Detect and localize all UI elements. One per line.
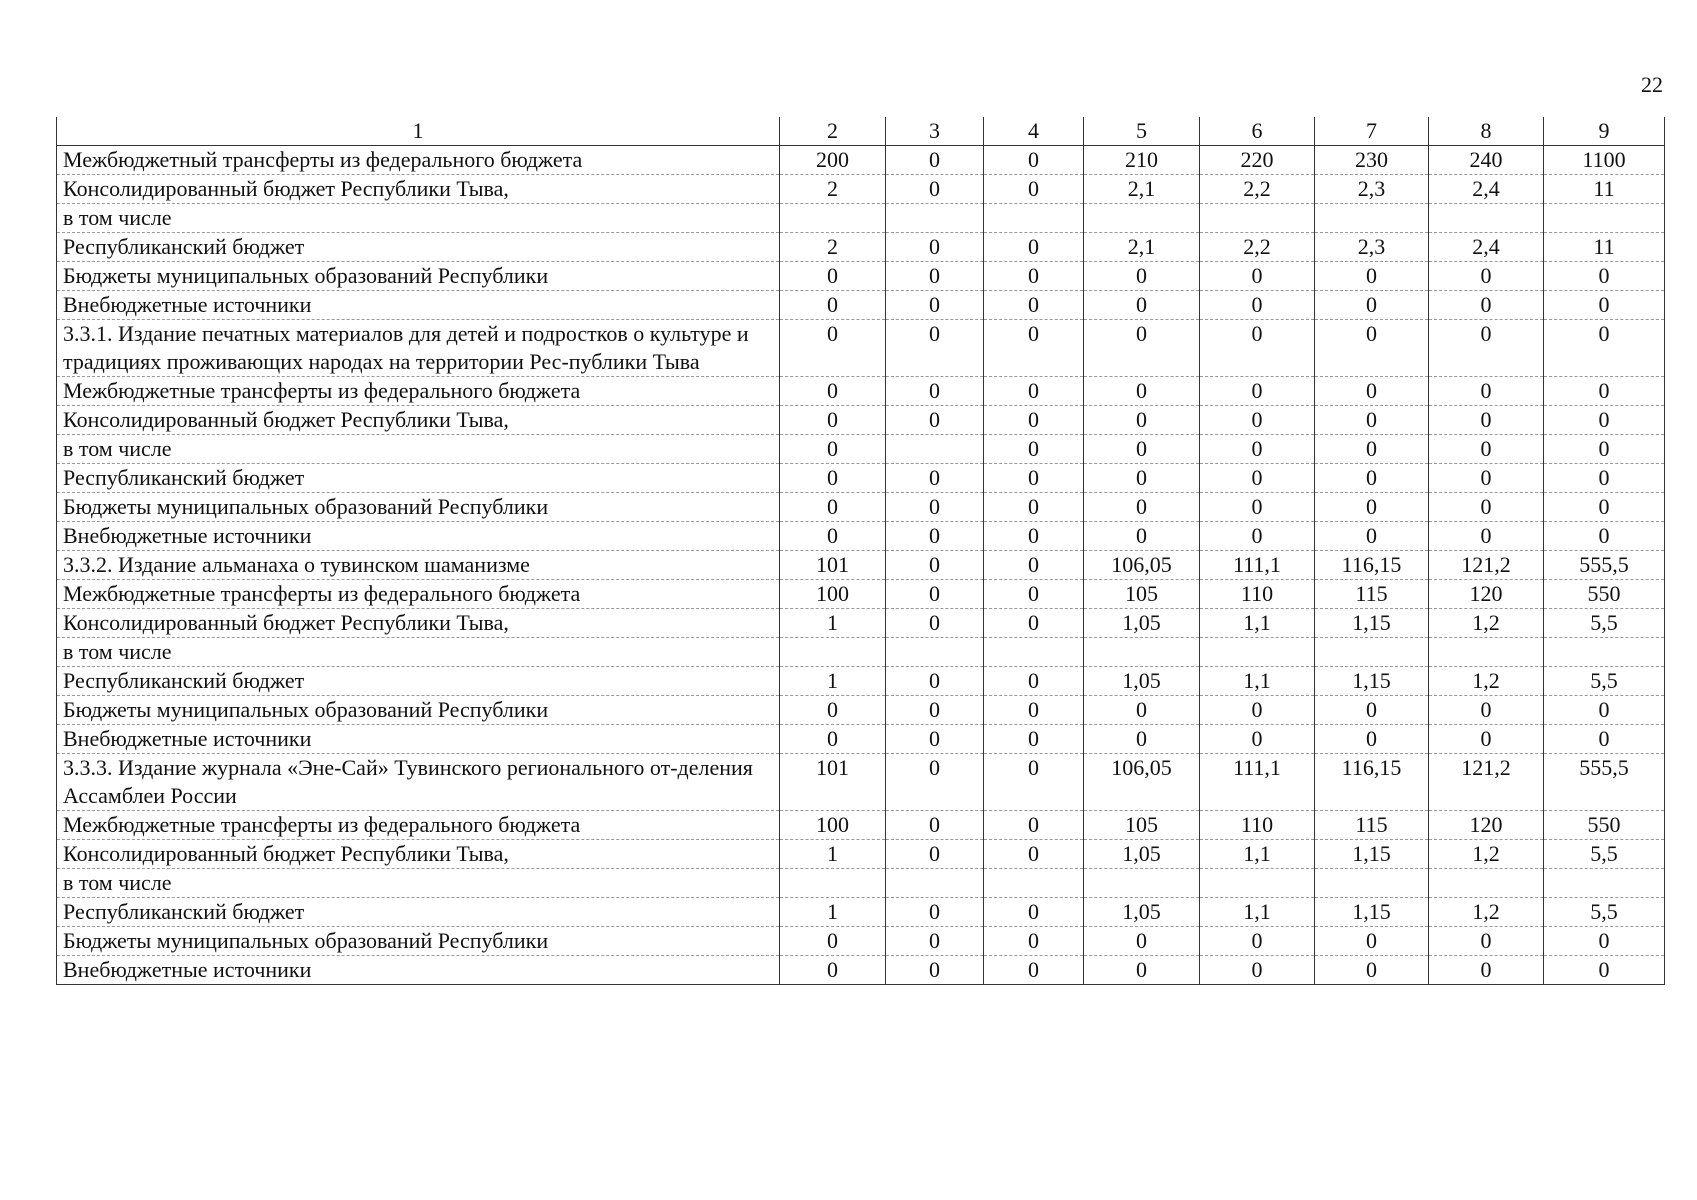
value-cell-col-9 bbox=[1544, 638, 1665, 667]
value-cell-col-9: 555,5 bbox=[1544, 754, 1665, 811]
value-cell-col-5: 0 bbox=[1084, 927, 1200, 956]
value-cell-col-3: 0 bbox=[886, 754, 984, 811]
value-cell-col-2 bbox=[780, 638, 886, 667]
value-cell-col-5: 105 bbox=[1084, 811, 1200, 840]
value-cell-col-2: 100 bbox=[780, 580, 886, 609]
value-cell-col-7 bbox=[1315, 204, 1429, 233]
value-cell-col-5 bbox=[1084, 204, 1200, 233]
value-cell-col-9: 0 bbox=[1544, 291, 1665, 320]
table-row bbox=[57, 464, 1665, 493]
value-cell-col-6: 0 bbox=[1200, 435, 1315, 464]
value-cell-col-5: 105 bbox=[1084, 580, 1200, 609]
table-row bbox=[57, 667, 1665, 696]
table-row bbox=[57, 146, 1665, 175]
value-cell-col-7: 116,15 bbox=[1315, 754, 1429, 811]
value-cell-col-5: 0 bbox=[1084, 725, 1200, 754]
value-cell-col-3: 0 bbox=[886, 898, 984, 927]
budget-table bbox=[56, 117, 1665, 985]
table-row bbox=[57, 840, 1665, 869]
row-label: Консолидированный бюджет Республики Тыва, bbox=[57, 406, 780, 435]
value-cell-col-9: 5,5 bbox=[1544, 609, 1665, 638]
row-label: Республиканский бюджет bbox=[57, 233, 780, 262]
value-cell-col-6: 111,1 bbox=[1200, 754, 1315, 811]
row-label: Межбюджетные трансферты из федерального бюджета bbox=[57, 811, 780, 840]
value-cell-col-8: 121,2 bbox=[1429, 551, 1544, 580]
value-cell-col-9: 0 bbox=[1544, 435, 1665, 464]
value-cell-col-7: 0 bbox=[1315, 291, 1429, 320]
value-cell-col-2: 1 bbox=[780, 667, 886, 696]
value-cell-col-6 bbox=[1200, 638, 1315, 667]
value-cell-col-2: 200 bbox=[780, 146, 886, 175]
value-cell-col-4: 0 bbox=[984, 898, 1084, 927]
value-cell-col-2 bbox=[780, 204, 886, 233]
value-cell-col-7: 0 bbox=[1315, 522, 1429, 551]
value-cell-col-9: 0 bbox=[1544, 464, 1665, 493]
value-cell-col-2: 0 bbox=[780, 406, 886, 435]
value-cell-col-3: 0 bbox=[886, 667, 984, 696]
value-cell-col-8 bbox=[1429, 869, 1544, 898]
value-cell-col-4: 0 bbox=[984, 754, 1084, 811]
value-cell-col-6: 110 bbox=[1200, 580, 1315, 609]
header-cell-col-7: 7 bbox=[1315, 117, 1429, 146]
value-cell-col-5: 0 bbox=[1084, 320, 1200, 377]
row-label: Республиканский бюджет bbox=[57, 464, 780, 493]
value-cell-col-9: 1100 bbox=[1544, 146, 1665, 175]
header-cell-col-4: 4 bbox=[984, 117, 1084, 146]
value-cell-col-9 bbox=[1544, 204, 1665, 233]
value-cell-col-6: 0 bbox=[1200, 956, 1315, 985]
value-cell-col-5: 1,05 bbox=[1084, 667, 1200, 696]
value-cell-col-7: 0 bbox=[1315, 464, 1429, 493]
value-cell-col-9: 0 bbox=[1544, 725, 1665, 754]
header-cell-col-2: 2 bbox=[780, 117, 886, 146]
row-label: Межбюджетные трансферты из федерального бюджета bbox=[57, 580, 780, 609]
value-cell-col-8: 0 bbox=[1429, 493, 1544, 522]
value-cell-col-2: 1 bbox=[780, 609, 886, 638]
value-cell-col-2: 0 bbox=[780, 291, 886, 320]
table-row bbox=[57, 291, 1665, 320]
value-cell-col-7: 2,3 bbox=[1315, 175, 1429, 204]
header-cell-col-6: 6 bbox=[1200, 117, 1315, 146]
table-row bbox=[57, 262, 1665, 291]
value-cell-col-4: 0 bbox=[984, 291, 1084, 320]
value-cell-col-4 bbox=[984, 869, 1084, 898]
value-cell-col-8: 0 bbox=[1429, 464, 1544, 493]
value-cell-col-2 bbox=[780, 869, 886, 898]
row-label: Бюджеты муниципальных образований Республики bbox=[57, 493, 780, 522]
table-row bbox=[57, 638, 1665, 667]
value-cell-col-8: 0 bbox=[1429, 262, 1544, 291]
value-cell-col-4: 0 bbox=[984, 522, 1084, 551]
value-cell-col-6 bbox=[1200, 869, 1315, 898]
value-cell-col-9: 0 bbox=[1544, 696, 1665, 725]
table-row bbox=[57, 377, 1665, 406]
value-cell-col-7: 1,15 bbox=[1315, 667, 1429, 696]
value-cell-col-8: 121,2 bbox=[1429, 754, 1544, 811]
value-cell-col-8: 0 bbox=[1429, 435, 1544, 464]
value-cell-col-9: 555,5 bbox=[1544, 551, 1665, 580]
value-cell-col-4: 0 bbox=[984, 609, 1084, 638]
value-cell-col-4 bbox=[984, 638, 1084, 667]
value-cell-col-5: 0 bbox=[1084, 291, 1200, 320]
header-cell-col-3: 3 bbox=[886, 117, 984, 146]
value-cell-col-7 bbox=[1315, 869, 1429, 898]
row-label: Межбюджетный трансферты из федерального бюджета bbox=[57, 146, 780, 175]
value-cell-col-5: 2,1 bbox=[1084, 175, 1200, 204]
value-cell-col-3: 0 bbox=[886, 291, 984, 320]
header-cell-col-8: 8 bbox=[1429, 117, 1544, 146]
value-cell-col-3: 0 bbox=[886, 811, 984, 840]
value-cell-col-2: 0 bbox=[780, 522, 886, 551]
value-cell-col-2: 0 bbox=[780, 927, 886, 956]
value-cell-col-2: 0 bbox=[780, 262, 886, 291]
value-cell-col-4: 0 bbox=[984, 956, 1084, 985]
value-cell-col-3 bbox=[886, 204, 984, 233]
value-cell-col-3: 0 bbox=[886, 840, 984, 869]
value-cell-col-7: 1,15 bbox=[1315, 609, 1429, 638]
value-cell-col-2: 0 bbox=[780, 725, 886, 754]
value-cell-col-4: 0 bbox=[984, 262, 1084, 291]
page-number: 22 bbox=[1641, 72, 1663, 97]
value-cell-col-4: 0 bbox=[984, 406, 1084, 435]
table-row bbox=[57, 609, 1665, 638]
value-cell-col-6: 111,1 bbox=[1200, 551, 1315, 580]
value-cell-col-3: 0 bbox=[886, 522, 984, 551]
value-cell-col-8: 120 bbox=[1429, 811, 1544, 840]
table-row bbox=[57, 580, 1665, 609]
value-cell-col-2: 0 bbox=[780, 956, 886, 985]
table-row bbox=[57, 406, 1665, 435]
table-row bbox=[57, 898, 1665, 927]
value-cell-col-3: 0 bbox=[886, 262, 984, 291]
value-cell-col-2: 0 bbox=[780, 377, 886, 406]
value-cell-col-5: 0 bbox=[1084, 696, 1200, 725]
value-cell-col-3: 0 bbox=[886, 175, 984, 204]
table-row bbox=[57, 696, 1665, 725]
value-cell-col-4: 0 bbox=[984, 175, 1084, 204]
value-cell-col-5: 0 bbox=[1084, 435, 1200, 464]
value-cell-col-2: 0 bbox=[780, 696, 886, 725]
value-cell-col-9: 5,5 bbox=[1544, 898, 1665, 927]
value-cell-col-4: 0 bbox=[984, 580, 1084, 609]
value-cell-col-5: 106,05 bbox=[1084, 551, 1200, 580]
row-label: Внебюджетные источники bbox=[57, 291, 780, 320]
table-row bbox=[57, 204, 1665, 233]
value-cell-col-3: 0 bbox=[886, 580, 984, 609]
value-cell-col-6: 0 bbox=[1200, 493, 1315, 522]
value-cell-col-9: 11 bbox=[1544, 233, 1665, 262]
value-cell-col-4: 0 bbox=[984, 811, 1084, 840]
value-cell-col-7: 0 bbox=[1315, 262, 1429, 291]
row-label: в том числе bbox=[57, 869, 780, 898]
value-cell-col-6: 1,1 bbox=[1200, 667, 1315, 696]
value-cell-col-8: 0 bbox=[1429, 320, 1544, 377]
value-cell-col-8 bbox=[1429, 204, 1544, 233]
table-row bbox=[57, 811, 1665, 840]
row-label: Республиканский бюджет bbox=[57, 667, 780, 696]
value-cell-col-7 bbox=[1315, 638, 1429, 667]
value-cell-col-5: 210 bbox=[1084, 146, 1200, 175]
row-label: Внебюджетные источники bbox=[57, 956, 780, 985]
value-cell-col-8: 2,4 bbox=[1429, 233, 1544, 262]
value-cell-col-3: 0 bbox=[886, 377, 984, 406]
table-row bbox=[57, 869, 1665, 898]
value-cell-col-8: 120 bbox=[1429, 580, 1544, 609]
value-cell-col-5: 0 bbox=[1084, 522, 1200, 551]
value-cell-col-8: 0 bbox=[1429, 291, 1544, 320]
value-cell-col-2: 1 bbox=[780, 898, 886, 927]
row-label: в том числе bbox=[57, 638, 780, 667]
value-cell-col-2: 101 bbox=[780, 754, 886, 811]
value-cell-col-7: 0 bbox=[1315, 696, 1429, 725]
value-cell-col-3: 0 bbox=[886, 233, 984, 262]
row-label: 3.3.1. Издание печатных материалов для детей и подростков о культуре и традициях проживающих народах на территории Рес-публики Тыва bbox=[57, 320, 780, 377]
row-label: 3.3.3. Издание журнала «Эне-Сай» Тувинского регионального от-деления Ассамблеи России bbox=[57, 754, 780, 811]
value-cell-col-2: 0 bbox=[780, 493, 886, 522]
value-cell-col-6: 0 bbox=[1200, 406, 1315, 435]
value-cell-col-9 bbox=[1544, 869, 1665, 898]
value-cell-col-2: 2 bbox=[780, 175, 886, 204]
table-body bbox=[57, 146, 1665, 985]
value-cell-col-4: 0 bbox=[984, 725, 1084, 754]
table-row bbox=[57, 754, 1665, 811]
value-cell-col-7: 230 bbox=[1315, 146, 1429, 175]
value-cell-col-6: 1,1 bbox=[1200, 898, 1315, 927]
value-cell-col-3: 0 bbox=[886, 493, 984, 522]
value-cell-col-6: 2,2 bbox=[1200, 175, 1315, 204]
value-cell-col-5: 1,05 bbox=[1084, 609, 1200, 638]
table-header bbox=[57, 117, 1665, 146]
value-cell-col-3 bbox=[886, 638, 984, 667]
table-row bbox=[57, 320, 1665, 377]
value-cell-col-9: 0 bbox=[1544, 262, 1665, 291]
value-cell-col-3: 0 bbox=[886, 464, 984, 493]
table-row bbox=[57, 233, 1665, 262]
value-cell-col-4: 0 bbox=[984, 464, 1084, 493]
table-row bbox=[57, 493, 1665, 522]
value-cell-col-8: 0 bbox=[1429, 956, 1544, 985]
value-cell-col-4: 0 bbox=[984, 146, 1084, 175]
value-cell-col-3: 0 bbox=[886, 696, 984, 725]
table-row bbox=[57, 551, 1665, 580]
value-cell-col-7: 0 bbox=[1315, 725, 1429, 754]
value-cell-col-2: 0 bbox=[780, 435, 886, 464]
value-cell-col-6: 0 bbox=[1200, 522, 1315, 551]
value-cell-col-7: 0 bbox=[1315, 927, 1429, 956]
value-cell-col-4: 0 bbox=[984, 320, 1084, 377]
value-cell-col-2: 0 bbox=[780, 320, 886, 377]
value-cell-col-6: 0 bbox=[1200, 725, 1315, 754]
value-cell-col-6 bbox=[1200, 204, 1315, 233]
value-cell-col-7: 0 bbox=[1315, 406, 1429, 435]
value-cell-col-7: 1,15 bbox=[1315, 898, 1429, 927]
value-cell-col-7: 115 bbox=[1315, 811, 1429, 840]
value-cell-col-5: 2,1 bbox=[1084, 233, 1200, 262]
value-cell-col-5: 0 bbox=[1084, 464, 1200, 493]
value-cell-col-4 bbox=[984, 204, 1084, 233]
value-cell-col-8: 240 bbox=[1429, 146, 1544, 175]
value-cell-col-6: 1,1 bbox=[1200, 840, 1315, 869]
value-cell-col-6: 0 bbox=[1200, 291, 1315, 320]
value-cell-col-7: 116,15 bbox=[1315, 551, 1429, 580]
value-cell-col-5: 0 bbox=[1084, 956, 1200, 985]
row-label: Бюджеты муниципальных образований Республики bbox=[57, 262, 780, 291]
value-cell-col-9: 0 bbox=[1544, 377, 1665, 406]
value-cell-col-8: 2,4 bbox=[1429, 175, 1544, 204]
row-label: Консолидированный бюджет Республики Тыва, bbox=[57, 175, 780, 204]
value-cell-col-2: 100 bbox=[780, 811, 886, 840]
value-cell-col-3: 0 bbox=[886, 320, 984, 377]
row-label: Бюджеты муниципальных образований Республики bbox=[57, 927, 780, 956]
value-cell-col-5: 0 bbox=[1084, 262, 1200, 291]
value-cell-col-7: 0 bbox=[1315, 435, 1429, 464]
value-cell-col-4: 0 bbox=[984, 435, 1084, 464]
value-cell-col-4: 0 bbox=[984, 667, 1084, 696]
value-cell-col-9: 11 bbox=[1544, 175, 1665, 204]
value-cell-col-6: 2,2 bbox=[1200, 233, 1315, 262]
value-cell-col-5: 0 bbox=[1084, 377, 1200, 406]
value-cell-col-4: 0 bbox=[984, 927, 1084, 956]
value-cell-col-6: 1,1 bbox=[1200, 609, 1315, 638]
row-label: Межбюджетные трансферты из федерального бюджета bbox=[57, 377, 780, 406]
table-row bbox=[57, 522, 1665, 551]
header-cell-col-9: 9 bbox=[1544, 117, 1665, 146]
value-cell-col-5 bbox=[1084, 869, 1200, 898]
value-cell-col-4: 0 bbox=[984, 377, 1084, 406]
value-cell-col-7: 2,3 bbox=[1315, 233, 1429, 262]
header-cell-col-1: 1 bbox=[57, 117, 780, 146]
value-cell-col-2: 1 bbox=[780, 840, 886, 869]
value-cell-col-7: 0 bbox=[1315, 377, 1429, 406]
value-cell-col-6: 0 bbox=[1200, 262, 1315, 291]
value-cell-col-6: 0 bbox=[1200, 320, 1315, 377]
value-cell-col-9: 0 bbox=[1544, 522, 1665, 551]
value-cell-col-9: 5,5 bbox=[1544, 840, 1665, 869]
value-cell-col-9: 0 bbox=[1544, 493, 1665, 522]
header-row bbox=[57, 117, 1665, 146]
value-cell-col-2: 101 bbox=[780, 551, 886, 580]
table-row bbox=[57, 725, 1665, 754]
value-cell-col-6: 0 bbox=[1200, 927, 1315, 956]
value-cell-col-3: 0 bbox=[886, 956, 984, 985]
value-cell-col-3: 0 bbox=[886, 551, 984, 580]
value-cell-col-6: 0 bbox=[1200, 464, 1315, 493]
row-label: Бюджеты муниципальных образований Республики bbox=[57, 696, 780, 725]
value-cell-col-6: 220 bbox=[1200, 146, 1315, 175]
value-cell-col-8: 1,2 bbox=[1429, 898, 1544, 927]
row-label: Консолидированный бюджет Республики Тыва, bbox=[57, 840, 780, 869]
value-cell-col-3: 0 bbox=[886, 609, 984, 638]
value-cell-col-4: 0 bbox=[984, 233, 1084, 262]
value-cell-col-3: 0 bbox=[886, 725, 984, 754]
header-cell-col-5: 5 bbox=[1084, 117, 1200, 146]
value-cell-col-9: 550 bbox=[1544, 811, 1665, 840]
value-cell-col-2: 0 bbox=[780, 464, 886, 493]
value-cell-col-4: 0 bbox=[984, 493, 1084, 522]
value-cell-col-9: 550 bbox=[1544, 580, 1665, 609]
value-cell-col-4: 0 bbox=[984, 696, 1084, 725]
value-cell-col-4: 0 bbox=[984, 840, 1084, 869]
table-row bbox=[57, 927, 1665, 956]
value-cell-col-8: 0 bbox=[1429, 522, 1544, 551]
value-cell-col-8: 0 bbox=[1429, 725, 1544, 754]
value-cell-col-9: 0 bbox=[1544, 956, 1665, 985]
value-cell-col-8: 0 bbox=[1429, 696, 1544, 725]
value-cell-col-9: 5,5 bbox=[1544, 667, 1665, 696]
value-cell-col-8: 0 bbox=[1429, 406, 1544, 435]
value-cell-col-8: 0 bbox=[1429, 927, 1544, 956]
value-cell-col-5: 1,05 bbox=[1084, 898, 1200, 927]
row-label: в том числе bbox=[57, 435, 780, 464]
row-label: Консолидированный бюджет Республики Тыва, bbox=[57, 609, 780, 638]
value-cell-col-7: 1,15 bbox=[1315, 840, 1429, 869]
row-label: Внебюджетные источники bbox=[57, 725, 780, 754]
value-cell-col-7: 0 bbox=[1315, 320, 1429, 377]
value-cell-col-3 bbox=[886, 435, 984, 464]
value-cell-col-4: 0 bbox=[984, 551, 1084, 580]
value-cell-col-7: 0 bbox=[1315, 493, 1429, 522]
row-label: в том числе bbox=[57, 204, 780, 233]
value-cell-col-8: 1,2 bbox=[1429, 667, 1544, 696]
value-cell-col-9: 0 bbox=[1544, 320, 1665, 377]
value-cell-col-6: 0 bbox=[1200, 696, 1315, 725]
table-row bbox=[57, 435, 1665, 464]
value-cell-col-7: 115 bbox=[1315, 580, 1429, 609]
value-cell-col-9: 0 bbox=[1544, 406, 1665, 435]
value-cell-col-6: 110 bbox=[1200, 811, 1315, 840]
value-cell-col-5: 0 bbox=[1084, 493, 1200, 522]
value-cell-col-8: 0 bbox=[1429, 377, 1544, 406]
value-cell-col-8: 1,2 bbox=[1429, 840, 1544, 869]
value-cell-col-5 bbox=[1084, 638, 1200, 667]
value-cell-col-3: 0 bbox=[886, 146, 984, 175]
row-label: 3.3.2. Издание альманаха о тувинском шаманизме bbox=[57, 551, 780, 580]
value-cell-col-8 bbox=[1429, 638, 1544, 667]
value-cell-col-2: 2 bbox=[780, 233, 886, 262]
value-cell-col-6: 0 bbox=[1200, 377, 1315, 406]
value-cell-col-9: 0 bbox=[1544, 927, 1665, 956]
value-cell-col-3: 0 bbox=[886, 406, 984, 435]
value-cell-col-5: 106,05 bbox=[1084, 754, 1200, 811]
value-cell-col-7: 0 bbox=[1315, 956, 1429, 985]
value-cell-col-5: 0 bbox=[1084, 406, 1200, 435]
table-row bbox=[57, 175, 1665, 204]
row-label: Внебюджетные источники bbox=[57, 522, 780, 551]
value-cell-col-5: 1,05 bbox=[1084, 840, 1200, 869]
table-row bbox=[57, 956, 1665, 985]
value-cell-col-3: 0 bbox=[886, 927, 984, 956]
row-label: Республиканский бюджет bbox=[57, 898, 780, 927]
value-cell-col-3 bbox=[886, 869, 984, 898]
value-cell-col-8: 1,2 bbox=[1429, 609, 1544, 638]
